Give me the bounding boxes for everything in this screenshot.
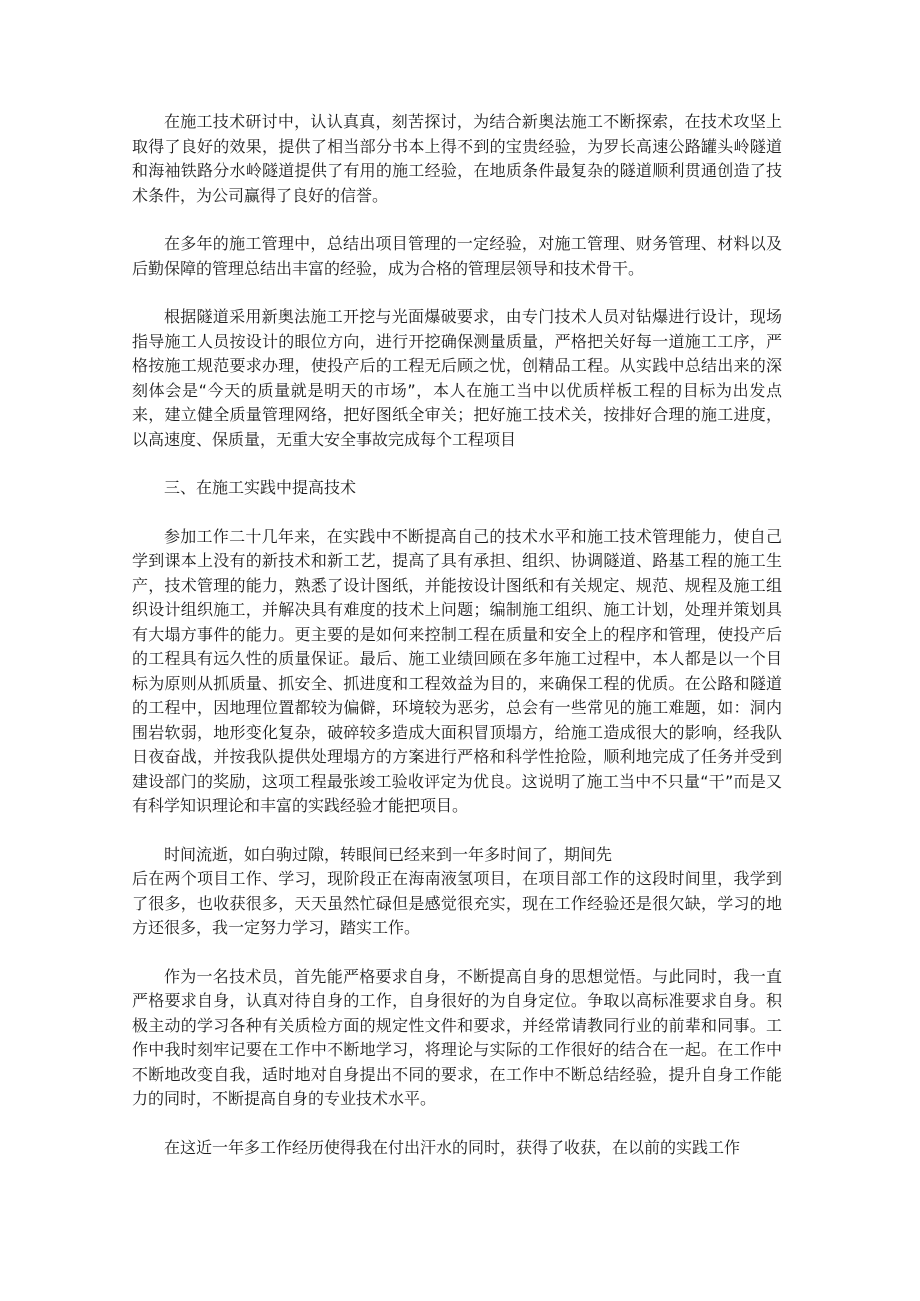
paragraph-construction-management: 在多年的施工管理中，总结出项目管理的一定经验，对施工管理、财务管理、材料以及后勤保障的管理总结出丰富的经验，成为合格的管理层领导和技术骨干。 [132,234,782,278]
document-body [132,110,782,1184]
paragraph-work-experience: 参加工作二十几年来，在实践中不断提高自己的技术水平和施工技术管理能力，使自己学到课本上没有的新技术和新工艺，提高了具有承担、组织、协调隧道、路基工程的施工生产，技术管理的能力，熟悉了设计图纸，并能按设计图纸和有关规定、规范、规程及施工组织设计组织施工，并解决具有难度的技术上问题；编制施工组织、施工计划，处理并策划具有大塌方事件的能力。更主要的是如何来控制工程在质量和安全上的程序和管理，使投产后的工程具有远久性的质量保证。最后、施工业绩回顾在多年施工过程中，本人都是以一个目标为原则从抓质量、抓安全、抓进度和工程效益为目的，来确保工程的优质。在公路和隧道的工程中，因地理位置都较为偏僻，环境较为恶劣，总会有一些常见的施工难题，如：洞内围岩软弱，地形变化复杂，破碎较多造成大面积冒顶塌方，给施工造成很大的影响，经我队日夜奋战，并按我队提供处理塌方的方案进行严格和科学性抢险，顺利地完成了任务并受到建设部门的奖励，这项工程最张竣工验收评定为优良。这说明了施工当中不只量“干”而是又有科学知识理论和丰富的实践经验才能把项目。 [132,526,782,815]
section-heading: 三、在施工实践中提高技术 [164,478,357,497]
paragraph-time-passing-rest: 后在两个项目工作、学习，现阶段正在海南液氢项目，在项目部工作的这段时间里，我学到了很多，也收获很多，天天虽然忙碌但是感觉很充实，现在工作经验还是很欠缺，学习的地方还很多，我一定努力学习，踏实工作。 [132,869,782,937]
paragraph-tech-research: 在施工技术研讨中，认认真真，刻苦探讨，为结合新奥法施工不断探索，在技术攻坚上取得了良好的效果，提供了相当部分书本上得不到的宝贵经验，为罗长高速公路罐头岭隧道和海袖铁路分水岭隧道提供了有用的施工经验，在地质条件最复杂的隧道顺利贯通创造了技术条件，为公司赢得了良好的信誉。 [132,112,782,205]
paragraph-tunnel-blasting: 根据隧道采用新奥法施工开挖与光面爆破要求，由专门技术人员对钻爆进行设计，现场指导施工人员按设计的眼位方向，进行开挖确保测量质量，严格把关好每一道施工工序，严格按施工规范要求办理，使投产后的工程无后顾之忧，创精品工程。从实践中总结出来的深刻体会是“今天的质量就是明天的市场”，本人在施工当中以优质样板工程的目标为出发点来，建立健全质量管理网络，把好图纸全审关；把好施工技术关，按排好合理的施工进度，以高速度、保质量，无重大安全事故完成每个工程项目 [132,307,782,449]
paragraph-final-reflection: 在这近一年多工作经历使得我在付出汗水的同时，获得了收获，在以前的实践工作 [164,1137,741,1157]
paragraph-technician-role: 作为一名技术员，首先能严格要求自身，不断提高自身的思想觉悟。与此同时，我一直严格要求自身，认真对待自身的工作，自身很好的为自身定位。争取以高标准要求自身。积极主动的学习各种有关质检方面的规定性文件和要求，并经常请教同行业的前辈和同事。工作中我时刻牢记要在工作中不断地学习，将理论与实际的工作很好的结合在一起。在工作中不断地改变自我，适时地对自身提出不同的要求，在工作中不断总结经验，提升自身工作能力的同时，不断提高自身的专业技术水平。 [132,966,782,1108]
paragraph-time-passing-line1: 时间流逝，如白驹过隙，转眼间已经来到一年多时间了，期间先 [164,844,613,864]
paragraph-time-passing [132,843,782,941]
